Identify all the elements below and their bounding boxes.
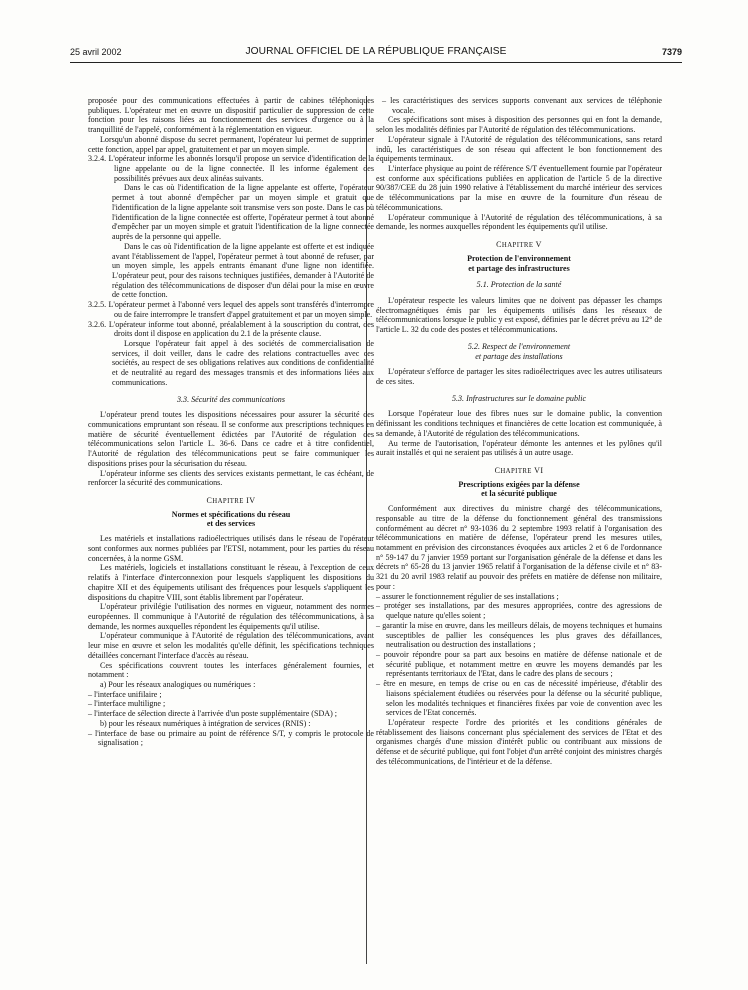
chapter-title-line: Prescriptions exigées par la défense — [458, 479, 580, 489]
paragraph: Lorsque l'opérateur fait appel à des sociétés de commercialisation de services, il doit veiller, dans le cadre des relations contractuelles avec ces sociétés, au respect de ses obligations relatives aux conditions de confidentialité et de neutralité au regard des messages transmis et des informations liées aux communications. — [112, 338, 374, 387]
list-item: – les caractéristiques des services supports convenant aux services de téléphonie vocale. — [382, 96, 662, 115]
header-date: 25 avril 2002 — [70, 47, 122, 57]
list-item: – l'interface de sélection directe à l'arrivée d'un poste supplémentaire (SDA) ; — [88, 709, 338, 719]
right-column — [376, 96, 662, 767]
section-heading-5-3: 5.3. Infrastructures sur le domaine public — [451, 393, 587, 403]
section-heading-5-1: 5.1. Protection de la santé — [476, 280, 562, 290]
paragraph: Lorsque l'opérateur loue des fibres nues sur le domaine public, la convention définissant les conditions techniques et financières de cette location est communiquée, à sa demande, à l'Autorité de régulation des télécommunications. — [376, 409, 662, 438]
chapter-heading-v: CHAPITRE V — [496, 240, 542, 250]
paragraph: L'opérateur signale à l'Autorité de régulation des télécommunications, sans retard indû, les caractéristiques de son réseau qui affectent le bon fonctionnement des équipements terminaux. — [376, 134, 662, 164]
journal-title: JOURNAL OFFICIEL DE LA RÉPUBLIQUE FRANÇAISE — [245, 46, 507, 57]
paragraph: L'interface physique au point de référence S/T éventuellement fournie par l'opérateur est conforme aux spécifications publiées en application de l'article 5 de la directive 90/387/CEE du 28 juin 1990 relative à l'établissement du marché intérieur des services de télécommunications par la mise en œuvre de la fourniture d'un réseau de télécommunications. — [376, 164, 662, 212]
list-item: – l'interface de base ou primaire au point de référence S/T, y compris le protocole de signalisation ; — [88, 728, 374, 748]
list-item: – pouvoir répondre pour sa part aux besoins en matière de défense nationale et de sécurité publique, et notamment mettre en œuvre les moyens demandés par les représentants territoriaux de l'Etat, dans le cadre des plans de secours ; — [376, 649, 662, 679]
paragraph: Les matériels, logiciels et installations constituant le réseau, à l'exception de ceux relatifs à l'interface d'interconnexion pour lesquels s'appliquent les dispositions du chapitre XII et des équipements utilisant des fréquences pour lesquels s'appliquent les dispositions du chapitre VIII, sont établis librement par l'opérateur. — [88, 563, 374, 602]
paragraph: proposée pour des communications effectuées à partir de cabines téléphoniques publiques. L'opérateur met en œuvre un dispositif particulier de suppression de cette fonction pour les raisons liées au fonctionnement des services d'urgence ou à la tranquillité de l'appelé, conformément à la réglementation en vigueur. — [88, 96, 374, 135]
paragraph: L'opérateur privilégie l'utilisation des normes en vigueur, notamment des normes européennes. Il communique à l'Autorité de régulation des télécommunications, à sa demande, les normes auxquelles répondent les équipements qu'il utilise. — [88, 602, 374, 631]
paragraph: Lorsqu'un abonné dispose du secret permanent, l'opérateur lui permet de supprimer cette fonction, appel par appel, gratuitement et par un moyen simple. — [88, 134, 374, 154]
paragraph: L'opérateur s'efforce de partager les sites radioélectriques avec les autres utilisateurs de ces sites. — [376, 367, 662, 386]
paragraph: Ces spécifications sont mises à disposition des personnes qui en font la demande, selon les modalités définies par l'Autorité de régulation des télécommunications. — [376, 115, 662, 135]
chapter-title-line: et des services — [206, 519, 256, 529]
list-item: – garantir la mise en œuvre, dans les meilleurs délais, de moyens techniques et humains susceptibles de pallier les conséquences les plus graves des défaillances, neutralisation ou destruction des installations ; — [376, 620, 662, 650]
chapter-heading-vi: CHAPITRE VI — [494, 466, 544, 475]
list-item: – protéger ses installations, par des mesures appropriées, contre des agressions de quelque nature qu'elles soient ; — [376, 601, 662, 621]
left-column — [88, 96, 374, 748]
paragraph: Ces spécifications couvrent toutes les interfaces généralement fournies, et notamment : — [88, 660, 374, 680]
chapter-title-iv — [88, 510, 374, 529]
section-heading-line: et partage des installations — [475, 351, 563, 361]
chapter-title-v — [376, 254, 662, 273]
chapter-title-line: et la sécurité publique — [481, 489, 557, 499]
paragraph: L'opérateur respecte l'ordre des priorités et les conditions générales de rétablissement des liaisons concernant plus spécialement des services de l'Etat et des organismes chargés d'une mission d'intérêt public ou contribuant aux missions de défense et de sécurité publique, qui font l'objet d'un arrêté conjoint des ministres chargés des télécommunications, de l'intérieur et de la défense. — [376, 717, 662, 766]
paragraph: Au terme de l'autorisation, l'opérateur démonte les antennes et les pylônes qu'il aurait installés et qui ne seraient pas utilisés à un autre usage. — [376, 438, 662, 458]
chapter-title-vi — [376, 480, 662, 499]
paragraph: Les matériels et installations radioélectriques utilisés dans le réseau de l'opérateur sont conformes aux normes publiées par l'ETSI, notamment, pour les parties du réseau concernées, à la norme GSM. — [88, 534, 374, 563]
section-heading-line: 5.2. Respect de l'environnement — [467, 341, 571, 351]
header-rule — [70, 62, 682, 63]
paragraph: L'opérateur informe ses clients des services existants permettant, le cas échéant, de renforcer la sécurité des communications. — [88, 468, 374, 488]
paragraph: L'opérateur communique à l'Autorité de régulation des télécommunications, avant leur mise en œuvre et selon les modalités qu'elle définit, les spécifications techniques détaillées concernant l'interface d'accès au réseau. — [88, 631, 374, 660]
paragraph: L'opérateur communique à l'Autorité de régulation des télécommunications, à sa demande, les normes auxquelles répondent les équipements qu'il utilise. — [376, 212, 662, 232]
section-heading-5-2 — [376, 342, 662, 361]
list-item: – l'interface multiligne ; — [88, 699, 166, 709]
chapter-title-line: Normes et spécifications du réseau — [171, 509, 291, 519]
paragraph: Dans le cas où l'identification de la ligne appelante est offerte, l'opérateur permet à tout abonné d'empêcher par un moyen simple et gratuit que l'identification de la ligne appelante soit transmise vers son poste. Dans le cas où l'identification de la ligne connectée est offerte, l'opérateur permet à tout abonné d'empêcher par un moyen simple et gratuit l'identification de la ligne connectée auprès de la personne qui appelle. — [112, 183, 374, 242]
paragraph: L'opérateur prend toutes les dispositions nécessaires pour assurer la sécurité des communications empruntant son réseau. Il se conforme aux prescriptions techniques en matière de sécurité éventuellement édictées par l'Autorité de régulation des télécommunications selon l'article L. 36-6. Dans ce cadre et à titre confidentiel, l'Autorité de régulation des télécommunications peut se faire communiquer les dispositions prises pour la sécurisation du réseau. — [88, 410, 374, 468]
list-heading: a) Pour les réseaux analogiques ou numériques : — [100, 679, 256, 689]
chapter-heading-iv: CHAPITRE IV — [206, 496, 256, 506]
clause-3-2-6: 3.2.6. L'opérateur informe tout abonné, préalablement à la souscription du contrat, des droits dont il dispose en application du 2.1 de la présente clause. — [88, 319, 374, 339]
paragraph: Conformément aux directives du ministre chargé des télécommunications, responsable au titre de la défense du fonctionnement général des transmissions conformément au décret n° 93-1036 du 2 septembre 1993 relatif à l'organisation des télécommunications en matière de défense, l'opérateur prend les mesures utiles, notamment en prévision des circonstances évoquées aux articles 2 et 6 de l'ordonnance n° 59-147 du 7 janvier 1959 portant sur l'organisation générale de la défense et dans les décrets n° 65-28 du 13 janvier 1965 relatif à l'organisation de la défense civile et n° 83-321 du 20 avril 1983 relatif au pouvoir des préfets en matière de défense non militaire, pour : — [376, 504, 662, 591]
paragraph: Dans le cas où l'identification de la ligne appelante est offerte et est indiquée avant l'établissement de l'appel, l'opérateur permet à tout abonné de refuser, par un moyen simple, les appels entrants émanant d'une ligne non identifiée. L'opérateur peut, pour des raisons techniques justifiées, demander à l'Autorité de régulation des télécommunications de disposer d'un délai pour la mise en œuvre de cette fonction. — [112, 241, 374, 300]
list-item: – assurer le fonctionnement régulier de ses installations ; — [376, 591, 559, 601]
clause-3-2-4: 3.2.4. L'opérateur informe les abonnés lorsqu'il propose un service d'identification de la ligne appelante ou de la ligne connectée. Il les informe également des possibilités prévues aux deux alinéas suivants. — [88, 154, 374, 183]
section-heading-3-3: 3.3. Sécurité des communications — [177, 394, 285, 404]
chapter-title-line: et partage des infrastructures — [468, 263, 570, 273]
paragraph: L'opérateur respecte les valeurs limites que ne doivent pas dépasser les champs électromagnétiques émis par les équipements utilisés dans les réseaux de télécommunications lorsque le public y est exposé, définies par le décret prévu au 12° de l'article L. 32 du code des postes et télécommunications. — [376, 295, 662, 335]
list-item: – être en mesure, en temps de crise ou en cas de nécessité impérieuse, d'établir des liaisons spécialement étudiées ou réservées pour la défense ou la sécurité publique, selon les modalités techniques et financières fixées par voie de convention avec les services de l'Etat concernés. — [376, 679, 662, 718]
page-header — [70, 47, 682, 61]
list-item: – l'interface unifilaire ; — [88, 689, 162, 699]
clause-3-2-5: 3.2.5. L'opérateur permet à l'abonné vers lequel des appels sont transférés d'interrompre ou de faire interrompre le transfert d'appel gratuitement et par un moyen simple. — [88, 300, 374, 319]
list-heading: b) pour les réseaux numériques à intégration de services (RNIS) : — [100, 718, 311, 728]
page-number: 7379 — [661, 47, 682, 57]
chapter-title-line: Protection de l'environnement — [467, 253, 571, 263]
